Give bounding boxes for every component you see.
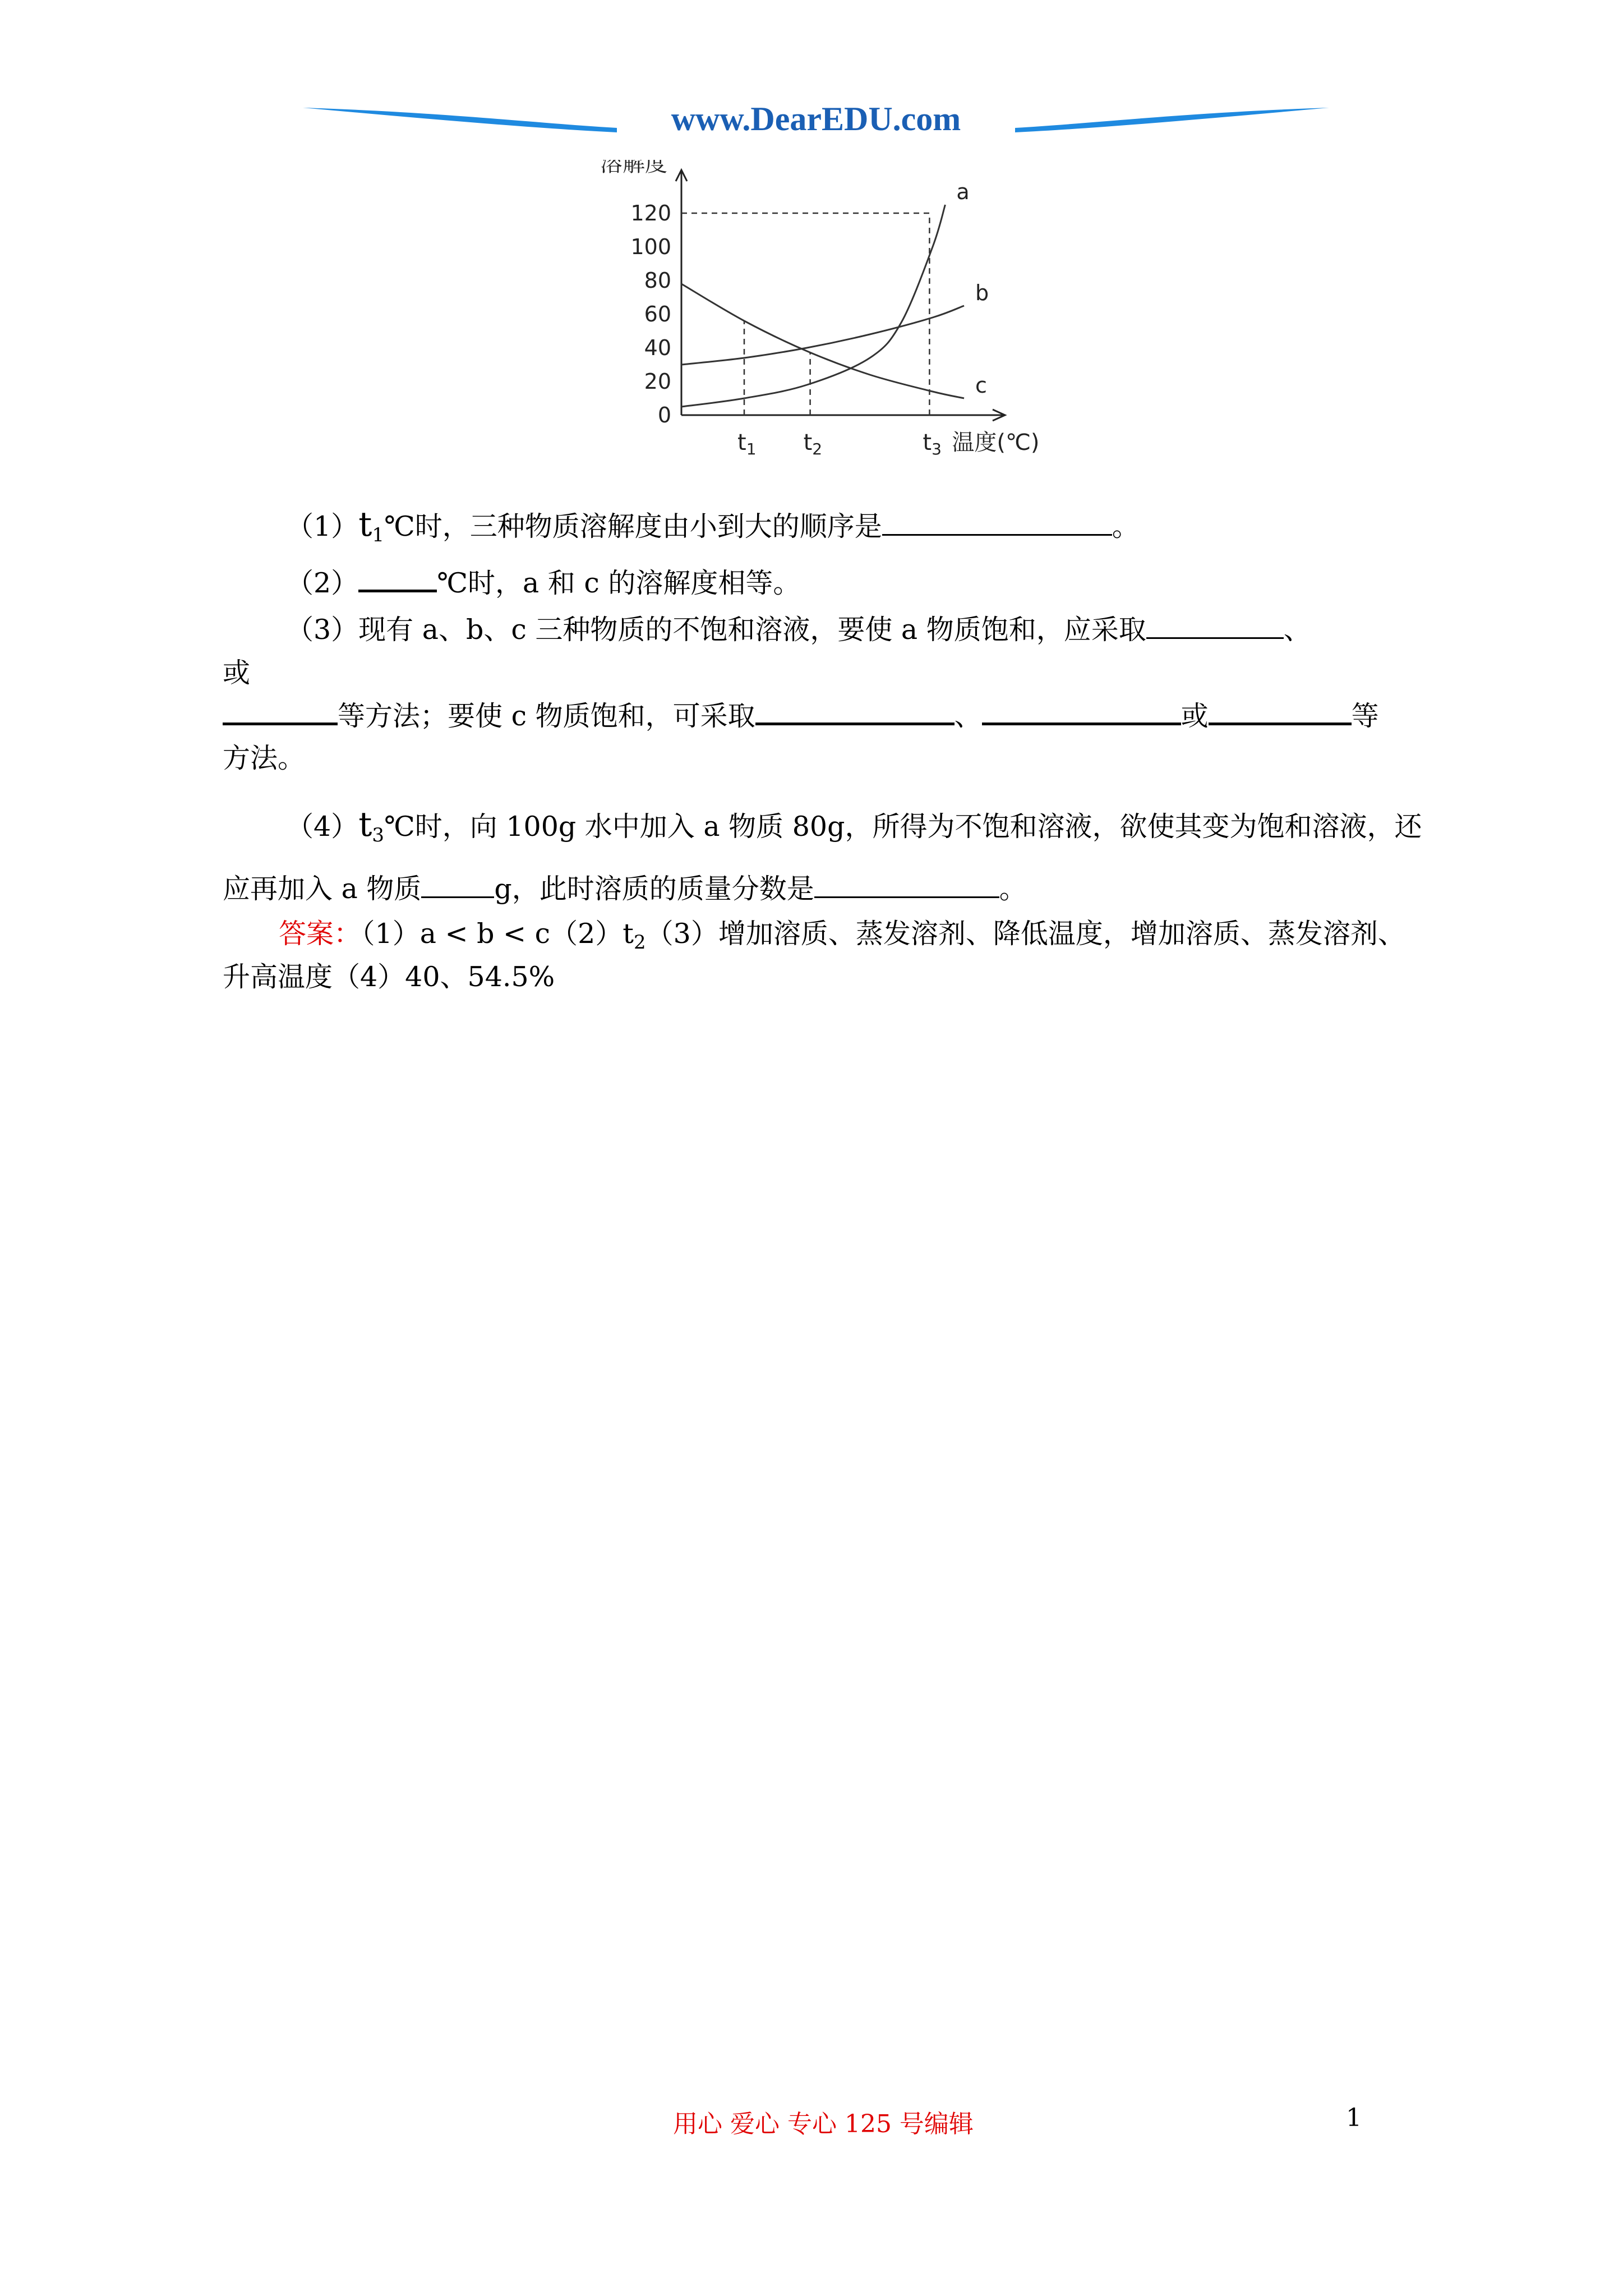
q4-blank-2[interactable]: [814, 871, 999, 898]
q4-line2-end: 。: [999, 873, 1027, 905]
q2-prefix: （2）: [286, 567, 359, 599]
y-tick-label-100: 100: [630, 234, 671, 259]
curve-b: [681, 306, 964, 365]
y-tick-label-40: 40: [644, 335, 671, 360]
y-tick-label-20: 20: [644, 369, 671, 394]
y-tick-label-60: 60: [644, 302, 671, 326]
q4-line2-text-a: 应再加入 a 物质: [223, 873, 422, 905]
answer-label: 答案：: [279, 918, 362, 950]
q4-prefix: （4）: [286, 811, 359, 843]
question-3-line-4: [223, 736, 305, 781]
curve-label-a: a: [956, 180, 970, 204]
footer-editor-note: 用心 爱心 专心 125 号编辑: [673, 2110, 974, 2138]
banner-swoosh-graphic: [303, 101, 1329, 140]
q4-subscript: 3: [372, 824, 384, 846]
answer-part-1: （1）a < b < c（2）t: [361, 918, 634, 950]
question-3-line-1: [286, 608, 1311, 652]
chart-curves: [681, 205, 964, 407]
x-axis-label: 温度(℃): [952, 430, 1040, 455]
answer-subscript: 2: [634, 931, 646, 954]
q3-line1-text: （3）现有 a、b、c 三种物质的不饱和溶液，要使 a 物质饱和，应采取: [286, 614, 1146, 646]
q4-blank-1[interactable]: [421, 871, 494, 898]
y-tick-label-0: 0: [657, 403, 671, 427]
q1-end: 。: [1112, 510, 1140, 542]
header-banner: [303, 101, 1329, 140]
curve-a: [681, 205, 945, 407]
q3-line3-sep1: 、: [954, 700, 982, 732]
q1-t-symbol: t: [358, 505, 372, 544]
y-axis-label: 溶解度: [600, 160, 667, 177]
q3-blank-2[interactable]: [223, 697, 338, 725]
question-2: [286, 561, 800, 606]
q4-t-symbol: t: [358, 805, 372, 844]
chart-labels: [600, 160, 1040, 458]
solubility-chart: [583, 160, 1043, 468]
question-3-line-2: [223, 651, 250, 696]
q1-subscript: 1: [372, 524, 384, 546]
q4-line1-text: ℃时，向 100g 水中加入 a 物质 80g，所得为不饱和溶液，欲使其变为饱和溶液，还: [384, 811, 1422, 843]
q3-line3-sep2: 或: [1181, 700, 1209, 732]
question-4-line-2: [223, 867, 1027, 912]
q3-blank-4[interactable]: [982, 697, 1181, 725]
chart-axes: [676, 170, 1005, 421]
q3-line1-end: 、: [1283, 614, 1311, 646]
q1-text: ℃时，三种物质溶解度由小到大的顺序是: [384, 510, 882, 542]
answer-line-2-text: 升高温度（4）40、54.5%: [223, 961, 555, 993]
q4-line2-text-b: g，此时溶质的质量分数是: [494, 873, 814, 905]
question-1: [286, 502, 1140, 558]
q3-line4-text: 方法。: [223, 742, 306, 774]
q3-line3-text: 等方法；要使 c 物质饱和，可采取: [338, 700, 755, 732]
q2-answer-blank[interactable]: [358, 564, 437, 592]
answer-line-2: [223, 955, 555, 1000]
x-tick-label-t3: $t_3$: [923, 430, 942, 458]
q3-blank-1[interactable]: [1146, 611, 1284, 639]
q3-line3-end: 等: [1351, 700, 1379, 732]
q3-line2-text: 或: [223, 657, 251, 689]
curve-c: [681, 284, 964, 398]
q3-blank-5[interactable]: [1209, 697, 1352, 725]
q3-blank-3[interactable]: [755, 697, 955, 725]
x-tick-label-t1: $t_1$: [737, 430, 757, 458]
q2-text: ℃时，a 和 c 的溶解度相等。: [437, 567, 801, 599]
answer-part-2: （3）增加溶质、蒸发溶剂、降低温度，增加溶质、蒸发溶剂、: [645, 918, 1405, 950]
x-tick-label-t2: $t_2$: [803, 430, 823, 458]
y-tick-label-80: 80: [644, 268, 671, 293]
chart-svg: [583, 160, 1043, 468]
q1-answer-blank[interactable]: [882, 508, 1112, 536]
question-3-line-3: [223, 694, 1379, 739]
curve-label-c: c: [975, 373, 987, 398]
site-logo-text: www.DearEDU.com: [671, 101, 961, 137]
question-4-line-1: [286, 802, 1422, 858]
page-number: 1: [1346, 2104, 1362, 2132]
curve-label-b: b: [975, 280, 989, 305]
q1-prefix: （1）: [286, 510, 359, 542]
y-tick-label-120: 120: [630, 201, 671, 226]
